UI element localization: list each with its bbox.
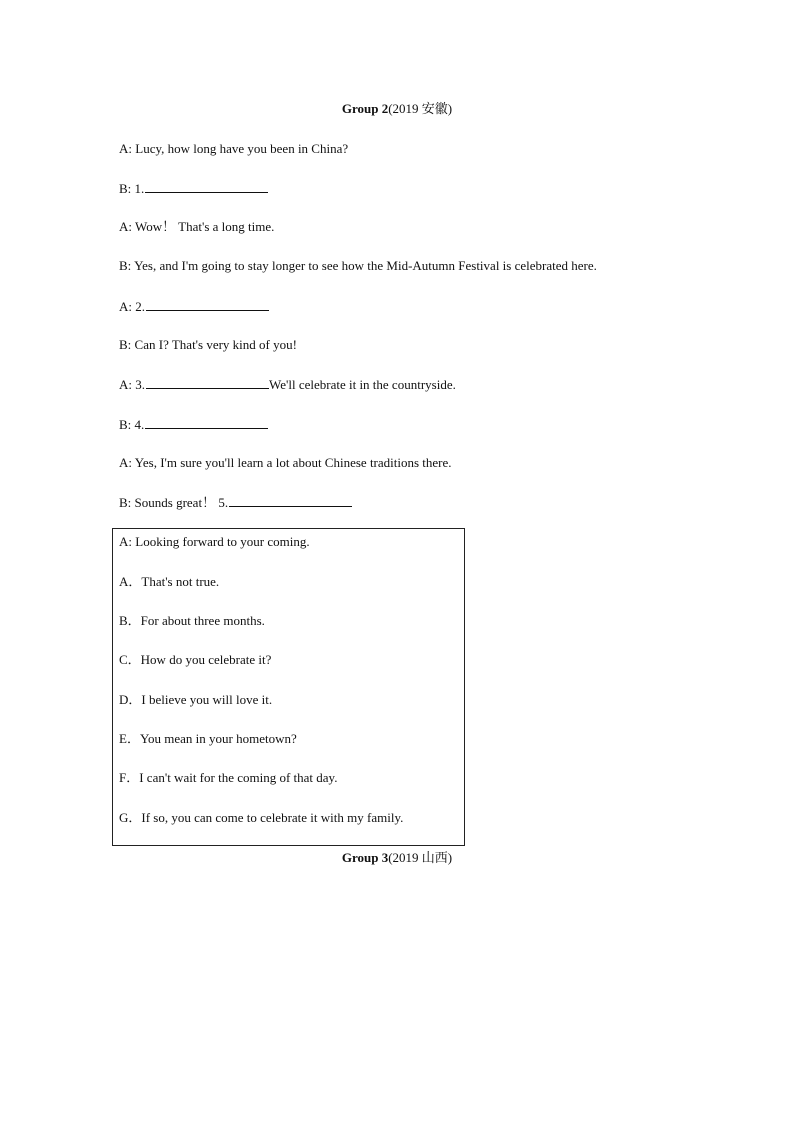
answer-blank-5[interactable] bbox=[229, 494, 352, 507]
speaker-label: A: bbox=[119, 141, 132, 156]
dialogue-line bbox=[119, 141, 348, 157]
option-item: B．For about three months. bbox=[119, 613, 265, 628]
dialogue-text: 4. bbox=[134, 417, 145, 432]
dialogue-text: 3. bbox=[135, 377, 145, 392]
group3-source: (2019 山西) bbox=[388, 850, 453, 865]
dialogue-line bbox=[119, 219, 274, 235]
option-item: E．You mean in your hometown? bbox=[119, 731, 297, 746]
dialogue-text: Can I? That's very kind of you! bbox=[134, 337, 297, 352]
dialogue-text: 1. bbox=[134, 181, 145, 196]
dialogue-line bbox=[119, 494, 352, 511]
dialogue-line bbox=[119, 376, 456, 393]
option-item: D．I believe you will love it. bbox=[119, 692, 273, 707]
group3-title: Group 3 bbox=[341, 850, 389, 865]
dialogue-text-after: We'll celebrate it in the countryside. bbox=[269, 377, 456, 392]
dialogue-text: Yes, and I'm going to stay longer to see how the Mid-Autumn Festival is celebrated here. bbox=[134, 258, 597, 273]
answer-blank-3[interactable] bbox=[146, 376, 269, 389]
speaker-label: A: bbox=[119, 219, 132, 234]
speaker-label: B: bbox=[119, 495, 132, 510]
dialogue-text: Sounds great！ 5. bbox=[134, 495, 229, 510]
dialogue-text: 2. bbox=[135, 299, 145, 314]
dialogue-line bbox=[119, 455, 452, 471]
dialogue-text: Yes, I'm sure you'll learn a lot about Chinese traditions there. bbox=[134, 455, 452, 470]
dialogue-text: Lucy, how long have you been in China? bbox=[135, 141, 349, 156]
dialogue-line bbox=[119, 258, 597, 274]
speaker-label: A: bbox=[119, 377, 132, 392]
group2-source: (2019 安徽) bbox=[388, 101, 453, 116]
dialogue-line bbox=[119, 337, 297, 353]
options-box bbox=[112, 528, 465, 846]
speaker-label: A: bbox=[119, 455, 132, 470]
dialogue-line bbox=[119, 180, 268, 197]
option-item: F．I can't wait for the coming of that day. bbox=[119, 770, 338, 785]
option-item: C．How do you celebrate it? bbox=[119, 652, 272, 667]
speaker-label: B: bbox=[119, 417, 132, 432]
group3-heading bbox=[0, 850, 794, 866]
group2-title: Group 2 bbox=[341, 101, 389, 116]
speaker-label: A: bbox=[119, 299, 132, 314]
option-item: A．That's not true. bbox=[119, 574, 220, 589]
group2-heading bbox=[0, 101, 794, 117]
dialogue-line bbox=[119, 298, 269, 315]
speaker-label: B: bbox=[119, 337, 132, 352]
answer-blank-2[interactable] bbox=[146, 298, 269, 311]
dialogue-text: Wow！ That's a long time. bbox=[135, 219, 275, 234]
answer-blank-1[interactable] bbox=[145, 180, 268, 193]
answer-blank-4[interactable] bbox=[145, 416, 268, 429]
option-item: G．If so, you can come to celebrate it with my family. bbox=[119, 810, 404, 825]
dialogue-line bbox=[119, 416, 268, 433]
speaker-label: B: bbox=[119, 258, 132, 273]
option-item: A: Looking forward to your coming. bbox=[119, 534, 310, 549]
speaker-label: B: bbox=[119, 181, 132, 196]
